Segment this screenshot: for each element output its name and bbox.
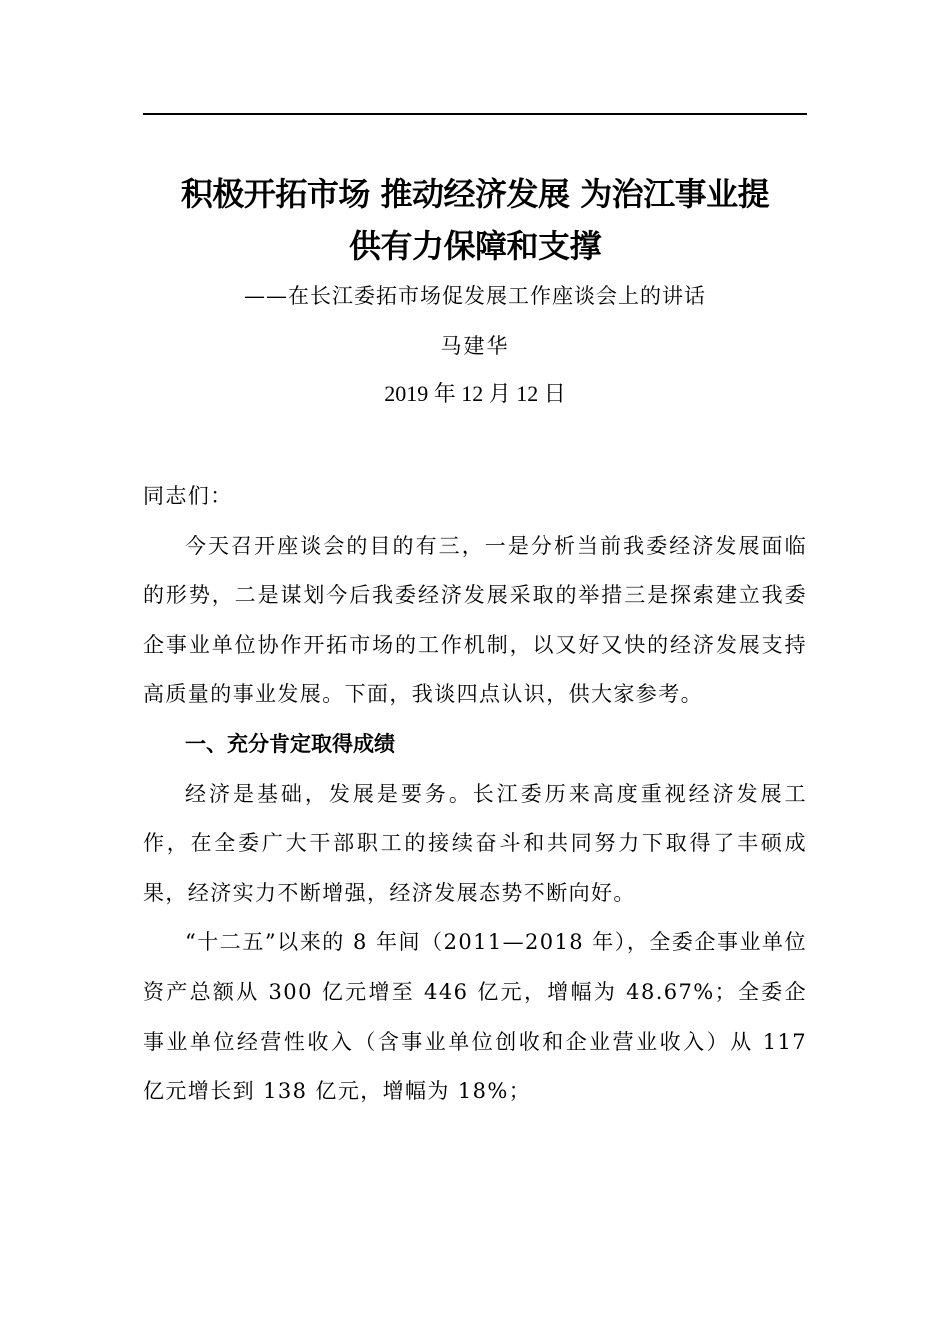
title-line-2: 供有力保障和支撑 [348,227,601,265]
paragraph-statistics: “十二五”以来的 8 年间（2011—2018 年），全委企事业单位资产总额从 300 亿元增至 446 亿元，增幅为 48.67%；全委企事业单位经营性收入（含事业单位创收和企业营业收入）从 117 亿元增长到 138 亿元，增幅为 18%； [143,930,807,1104]
header-rule [143,113,807,115]
title-line-1: 积极开拓市场 推动经济发展 为治江事业提 [180,175,770,213]
section-heading-1: 一、充分肯定取得成绩 [185,731,395,756]
paragraph-intro: 今天召开座谈会的目的有三，一是分析当前我委经济发展面临的形势，二是谋划今后我委经济发展采取的举措三是探索建立我委企事业单位协作开拓市场的工作机制，以又好又快的经济发展支持高质量的事业发展。下面，我谈四点认识，供大家参考。 [143,533,807,707]
document-body [143,472,807,1117]
paragraph-achievements: 经济是基础，发展是要务。长江委历来高度重视经济发展工作，在全委广大干部职工的接续奋斗和共同努力下取得了丰硕成果，经济实力不断增强，经济发展态势不断向好。 [143,781,807,905]
speech-date: 2019 年 12 月 12 日 [384,381,566,406]
author-name: 马建华 [440,334,510,358]
document-title [143,168,807,272]
salutation: 同志们： [143,484,233,508]
document-subtitle: ——在长江委拓市场促发展工作座谈会上的讲话 [244,284,706,308]
